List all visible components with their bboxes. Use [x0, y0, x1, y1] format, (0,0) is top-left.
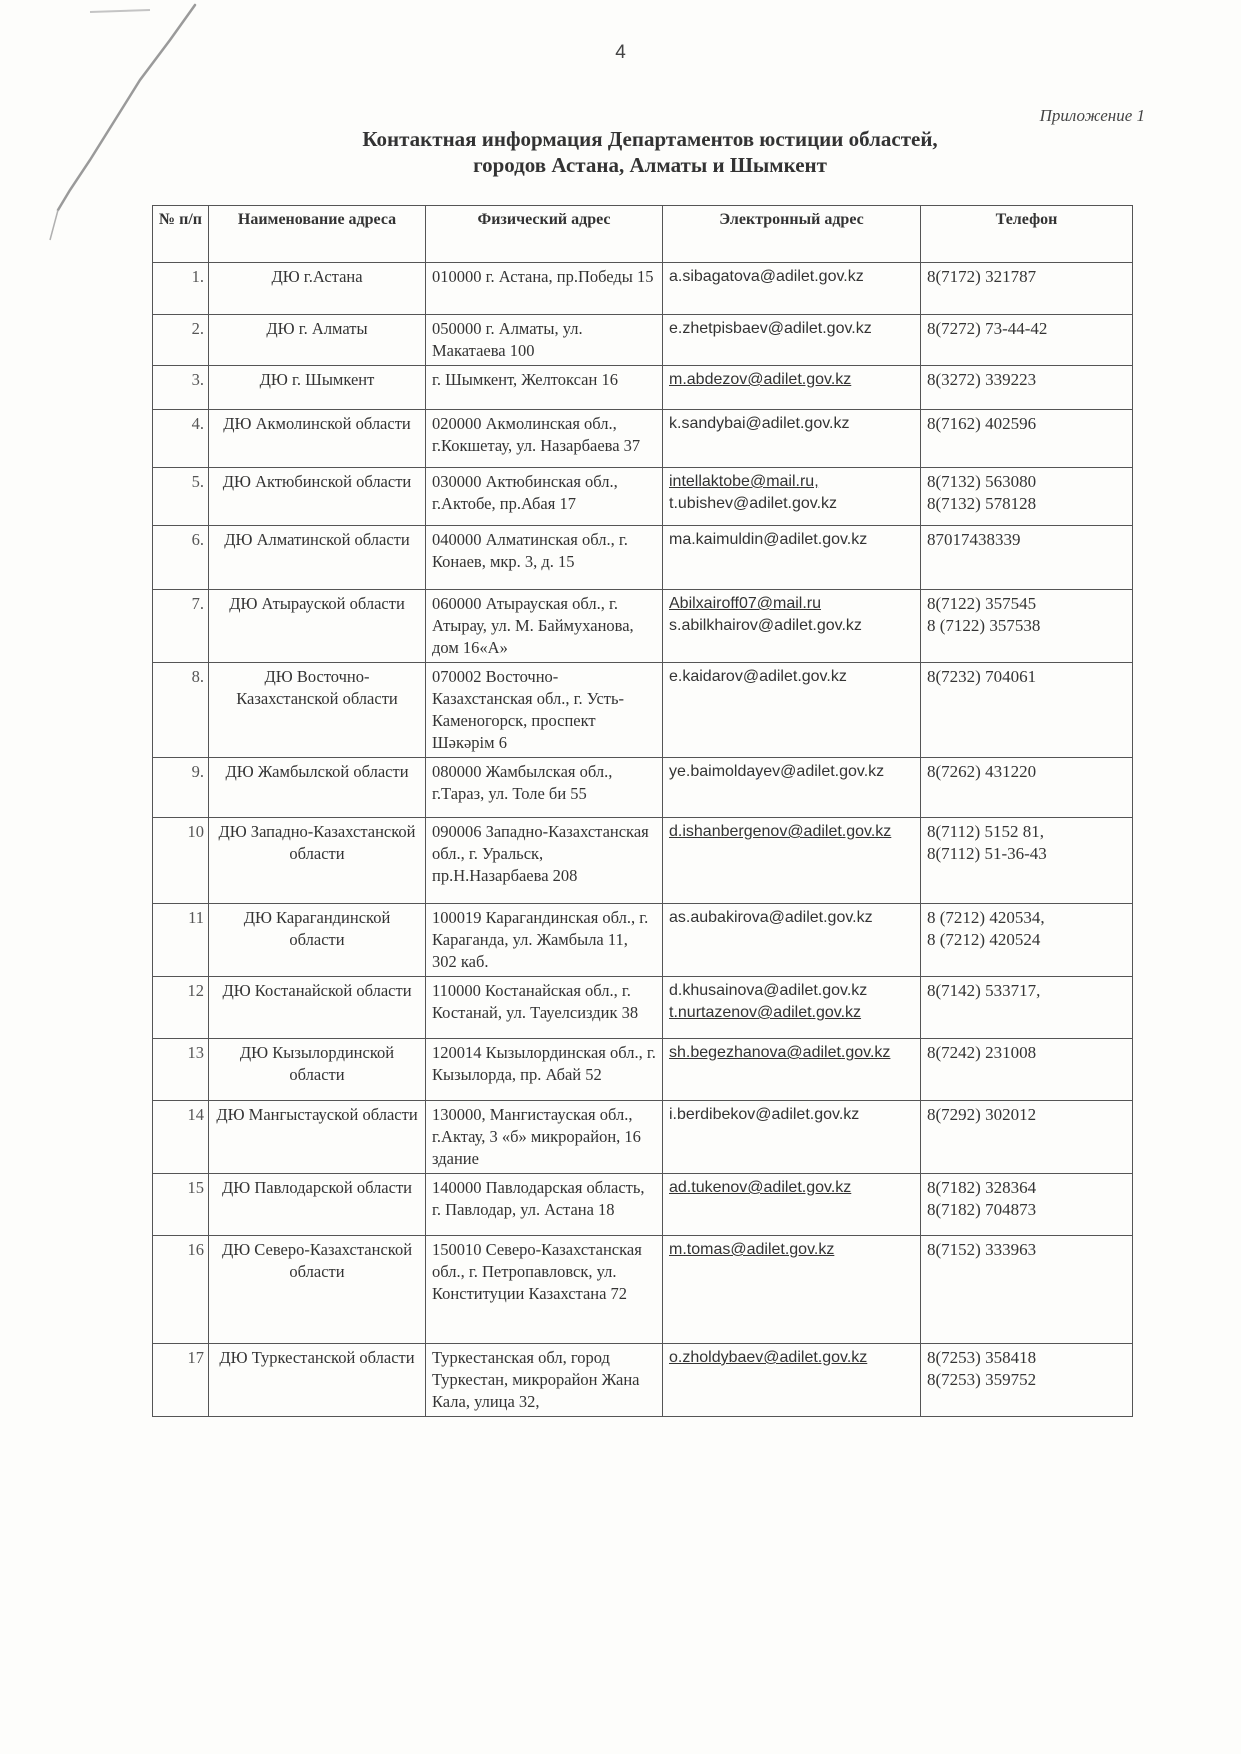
table-row — [153, 263, 1133, 315]
email-cell — [663, 263, 921, 315]
email-address: i.berdibekov@adilet.gov.kz — [669, 1106, 860, 1123]
physical-address: 050000 г. Алматы, ул. Макатаева 100 — [426, 315, 663, 366]
email-cell — [663, 758, 921, 818]
header-address: Физический адрес — [426, 206, 663, 263]
email-cell — [663, 1174, 921, 1236]
table-row — [153, 315, 1133, 366]
email-address: as.aubakirova@adilet.gov.kz — [669, 909, 873, 926]
table-row — [153, 366, 1133, 410]
email-address: k.sandybai@adilet.gov.kz — [669, 415, 850, 432]
email-cell — [663, 410, 921, 468]
department-name: ДЮ Павлодарской области — [209, 1174, 426, 1236]
title-line-1: Контактная информация Департаментов юстиции областей, — [362, 127, 938, 151]
email-cell — [663, 468, 921, 526]
department-name: ДЮ г. Алматы — [209, 315, 426, 366]
email-address: ma.kaimuldin@adilet.gov.kz — [669, 531, 868, 548]
physical-address: 140000 Павлодарская область, г. Павлодар, ул. Астана 18 — [426, 1174, 663, 1236]
email-address: ad.tukenov@adilet.gov.kz — [669, 1179, 852, 1196]
email-address: o.zholdybaev@adilet.gov.kz — [669, 1349, 868, 1366]
phone-cell — [921, 818, 1133, 904]
phone-cell — [921, 1174, 1133, 1236]
email-cell — [663, 526, 921, 590]
email-cell — [663, 590, 921, 663]
physical-address: 060000 Атырауская обл., г. Атырау, ул. М. Баймуханова, дом 16«А» — [426, 590, 663, 663]
department-name: ДЮ Западно-Казахстанской области — [209, 818, 426, 904]
contacts-table — [152, 205, 1133, 1417]
physical-address: 080000 Жамбылская обл., г.Тараз, ул. Толе би 55 — [426, 758, 663, 818]
physical-address: Туркестанская обл, город Туркестан, микрорайон Жана Кала, улица 32, — [426, 1344, 663, 1417]
phone-number: 8(7142) 533717, — [927, 981, 1041, 1000]
email-cell — [663, 1039, 921, 1101]
email-cell — [663, 315, 921, 366]
department-name: ДЮ Атырауской области — [209, 590, 426, 663]
phone-cell — [921, 263, 1133, 315]
phone-cell — [921, 1101, 1133, 1174]
department-name: ДЮ Костанайской области — [209, 977, 426, 1039]
table-row — [153, 410, 1133, 468]
row-number: 10 — [153, 818, 209, 904]
email-cell — [663, 663, 921, 758]
phone-cell — [921, 410, 1133, 468]
table-row — [153, 904, 1133, 977]
email-address: m.abdezov@adilet.gov.kz — [669, 371, 852, 388]
phone-number: 8(7152) 333963 — [927, 1240, 1037, 1259]
row-number: 1. — [153, 263, 209, 315]
phone-cell — [921, 1039, 1133, 1101]
phone-number: 8(7112) 51-36-43 — [927, 844, 1047, 863]
physical-address: 110000 Костанайская обл., г. Костанай, ул. Тауелсиздик 38 — [426, 977, 663, 1039]
email-cell — [663, 366, 921, 410]
department-name: ДЮ Кызылординской области — [209, 1039, 426, 1101]
phone-cell — [921, 663, 1133, 758]
email-address: d.khusainova@adilet.gov.kz — [669, 982, 868, 999]
phone-cell — [921, 758, 1133, 818]
phone-cell — [921, 977, 1133, 1039]
table-row — [153, 590, 1133, 663]
phone-number: 8(7132) 578128 — [927, 494, 1037, 513]
row-number: 14 — [153, 1101, 209, 1174]
phone-number: 8(7122) 357545 — [927, 594, 1037, 613]
physical-address: 030000 Актюбинская обл., г.Актобе, пр.Абая 17 — [426, 468, 663, 526]
phone-number: 87017438339 — [927, 530, 1021, 549]
department-name: ДЮ Актюбинской области — [209, 468, 426, 526]
table-row — [153, 1174, 1133, 1236]
row-number: 5. — [153, 468, 209, 526]
header-name: Наименование адреса — [209, 206, 426, 263]
table-row — [153, 977, 1133, 1039]
header-num: № п/п — [153, 206, 209, 263]
table-row — [153, 663, 1133, 758]
department-name: ДЮ г. Шымкент — [209, 366, 426, 410]
department-name: ДЮ Жамбылской области — [209, 758, 426, 818]
row-number: 11 — [153, 904, 209, 977]
phone-cell — [921, 468, 1133, 526]
row-number: 6. — [153, 526, 209, 590]
phone-number: 8(7292) 302012 — [927, 1105, 1037, 1124]
email-address: e.zhetpisbaev@adilet.gov.kz — [669, 320, 872, 337]
appendix-label: Приложение 1 — [1039, 106, 1145, 125]
email-address: m.tomas@adilet.gov.kz — [669, 1241, 835, 1258]
department-name: ДЮ Карагандинской области — [209, 904, 426, 977]
email-cell — [663, 1344, 921, 1417]
row-number: 3. — [153, 366, 209, 410]
phone-number: 8(7253) 358418 — [927, 1348, 1037, 1367]
row-number: 8. — [153, 663, 209, 758]
table-row — [153, 1101, 1133, 1174]
physical-address: 010000 г. Астана, пр.Победы 15 — [426, 263, 663, 315]
phone-number: 8(7132) 563080 — [927, 472, 1037, 491]
email-address: e.kaidarov@adilet.gov.kz — [669, 668, 847, 685]
table-row — [153, 468, 1133, 526]
email-cell — [663, 818, 921, 904]
email-cell — [663, 977, 921, 1039]
phone-number: 8(3272) 339223 — [927, 370, 1037, 389]
row-number: 13 — [153, 1039, 209, 1101]
phone-number: 8(7182) 328364 — [927, 1178, 1037, 1197]
email-address: t.ubishev@adilet.gov.kz — [669, 495, 838, 512]
email-cell — [663, 1101, 921, 1174]
row-number: 12 — [153, 977, 209, 1039]
header-email: Электронный адрес — [663, 206, 921, 263]
title-line-2: городов Астана, Алматы и Шымкент — [473, 153, 827, 177]
email-address: d.ishanbergenov@adilet.gov.kz — [669, 823, 892, 840]
row-number: 17 — [153, 1344, 209, 1417]
physical-address: 090006 Западно-Казахстанская обл., г. Уральск, пр.Н.Назарбаева 208 — [426, 818, 663, 904]
department-name: ДЮ Мангыстауской области — [209, 1101, 426, 1174]
phone-number: 8(7162) 402596 — [927, 414, 1037, 433]
table-row — [153, 818, 1133, 904]
phone-number: 8(7232) 704061 — [927, 667, 1037, 686]
table-row — [153, 526, 1133, 590]
physical-address: 150010 Северо-Казахстанская обл., г. Петропавловск, ул. Конституции Казахстана 72 — [426, 1236, 663, 1344]
physical-address: 070002 Восточно-Казахстанская обл., г. Усть-Каменогорск, проспект Шәкәрім 6 — [426, 663, 663, 758]
phone-cell — [921, 1344, 1133, 1417]
email-cell — [663, 1236, 921, 1344]
table-row — [153, 1344, 1133, 1417]
page-number: 4 — [615, 42, 626, 63]
email-address: Abilxairoff07@mail.ru — [669, 595, 822, 612]
phone-cell — [921, 526, 1133, 590]
department-name: ДЮ г.Астана — [209, 263, 426, 315]
phone-number: 8(7253) 359752 — [927, 1370, 1037, 1389]
email-address: intellaktobe@mail.ru, — [669, 473, 819, 490]
table-body — [153, 263, 1133, 1417]
table-row — [153, 758, 1133, 818]
row-number: 15 — [153, 1174, 209, 1236]
physical-address: 100019 Карагандинская обл., г. Караганда, ул. Жамбыла 11, 302 каб. — [426, 904, 663, 977]
row-number: 16 — [153, 1236, 209, 1344]
email-address: sh.begezhanova@adilet.gov.kz — [669, 1044, 891, 1061]
phone-number: 8(7112) 5152 81, — [927, 822, 1044, 841]
physical-address: 130000, Мангистауская обл., г.Актау, 3 «б» микрорайон, 16 здание — [426, 1101, 663, 1174]
physical-address: 040000 Алматинская обл., г. Конаев, мкр. 3, д. 15 — [426, 526, 663, 590]
row-number: 9. — [153, 758, 209, 818]
phone-cell — [921, 590, 1133, 663]
phone-number: 8(7242) 231008 — [927, 1043, 1037, 1062]
phone-number: 8 (7122) 357538 — [927, 616, 1041, 635]
email-address: a.sibagatova@adilet.gov.kz — [669, 268, 864, 285]
phone-cell — [921, 315, 1133, 366]
header-phone: Телефон — [921, 206, 1133, 263]
department-name: ДЮ Туркестанской области — [209, 1344, 426, 1417]
email-address: t.nurtazenov@adilet.gov.kz — [669, 1004, 862, 1021]
department-name: ДЮ Восточно-Казахстанской области — [209, 663, 426, 758]
department-name: ДЮ Алматинской области — [209, 526, 426, 590]
physical-address: г. Шымкент, Желтоксан 16 — [426, 366, 663, 410]
phone-number: 8(7272) 73-44-42 — [927, 319, 1048, 338]
phone-number: 8 (7212) 420534, — [927, 908, 1045, 927]
email-address: s.abilkhairov@adilet.gov.kz — [669, 617, 862, 634]
phone-cell — [921, 366, 1133, 410]
phone-number: 8(7182) 704873 — [927, 1200, 1037, 1219]
table-row — [153, 1039, 1133, 1101]
table-header-row — [153, 206, 1133, 263]
phone-cell — [921, 904, 1133, 977]
row-number: 2. — [153, 315, 209, 366]
physical-address: 120014 Кызылординская обл., г. Кызылорда, пр. Абай 52 — [426, 1039, 663, 1101]
physical-address: 020000 Акмолинская обл., г.Кокшетау, ул. Назарбаева 37 — [426, 410, 663, 468]
phone-number: 8 (7212) 420524 — [927, 930, 1041, 949]
phone-number: 8(7262) 431220 — [927, 762, 1037, 781]
page-title — [290, 126, 1010, 178]
email-cell — [663, 904, 921, 977]
phone-number: 8(7172) 321787 — [927, 267, 1037, 286]
department-name: ДЮ Северо-Казахстанской области — [209, 1236, 426, 1344]
email-address: ye.baimoldayev@adilet.gov.kz — [669, 763, 885, 780]
row-number: 4. — [153, 410, 209, 468]
phone-cell — [921, 1236, 1133, 1344]
table-row — [153, 1236, 1133, 1344]
department-name: ДЮ Акмолинской области — [209, 410, 426, 468]
row-number: 7. — [153, 590, 209, 663]
